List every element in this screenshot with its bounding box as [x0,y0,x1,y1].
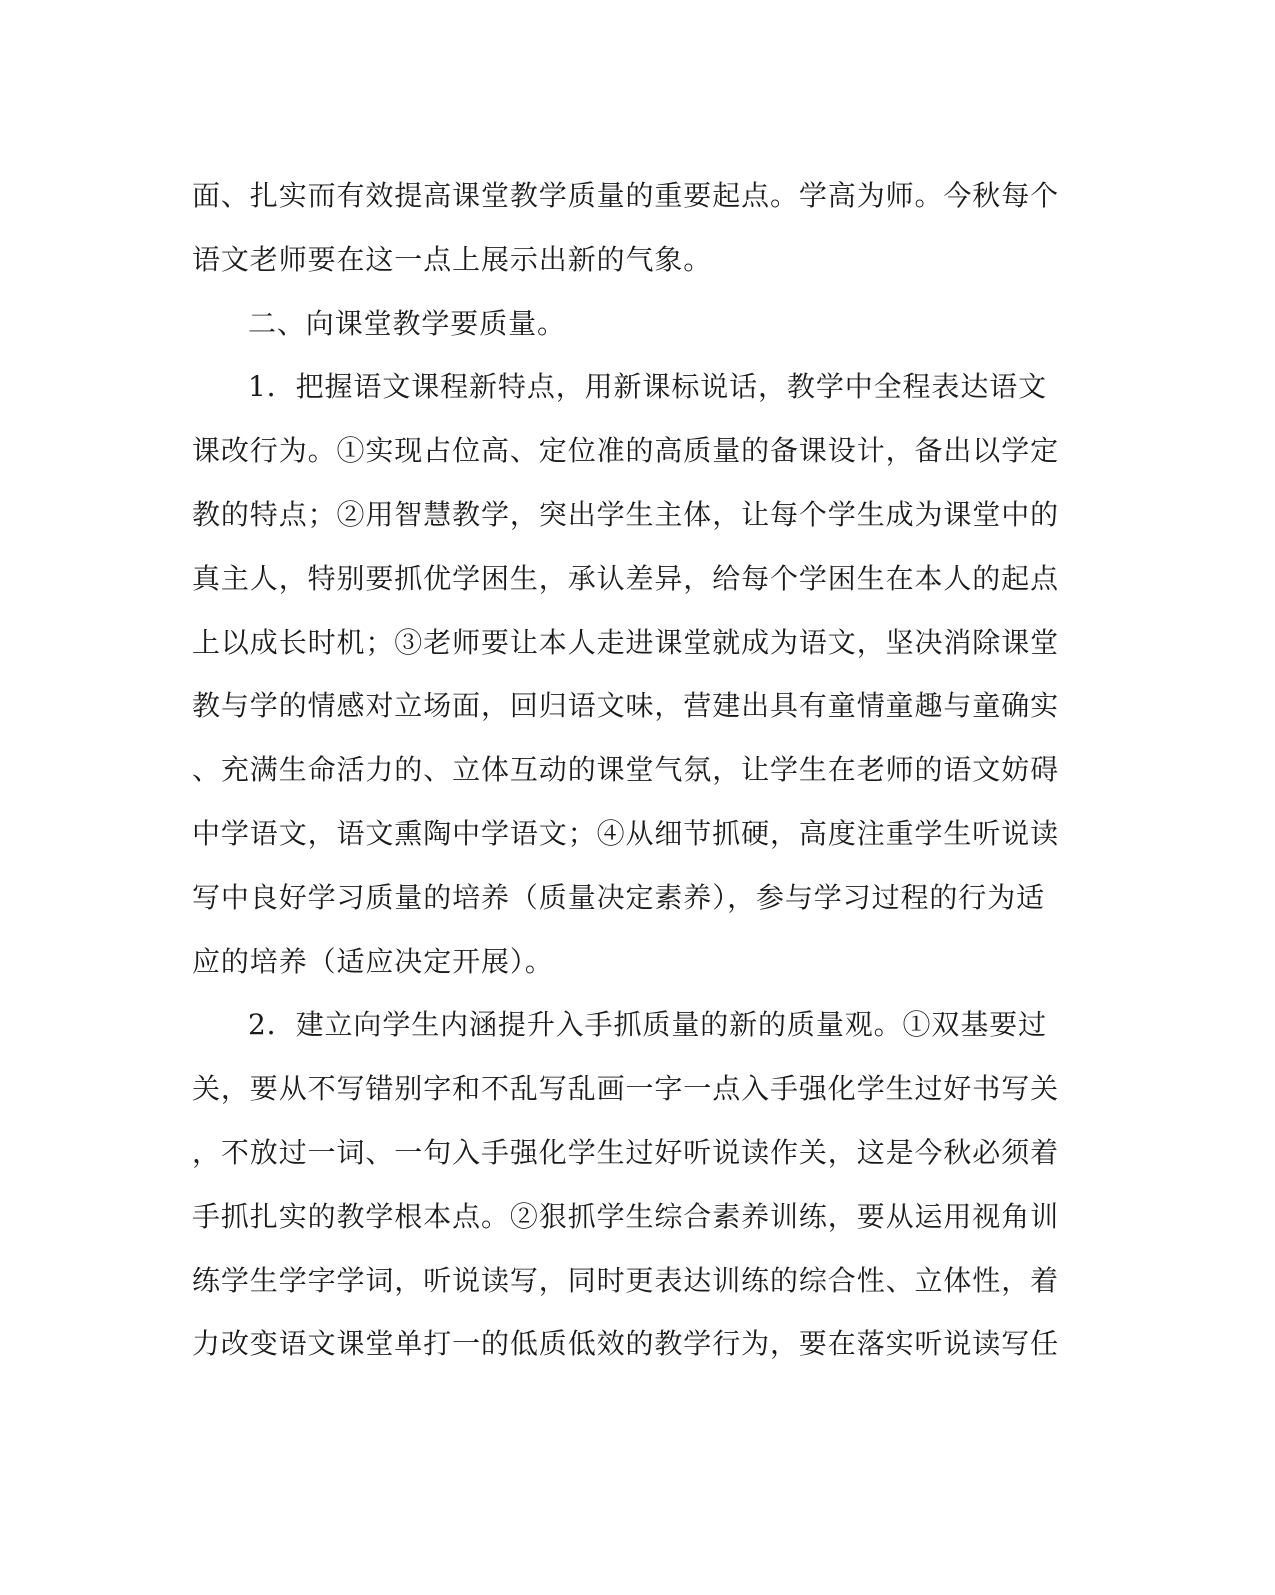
text-line: 练学生学字学词，听说读写，同时更表达训练的综合性、立体性，着 [192,1263,1060,1297]
text-line: 、充满生命活力的、立体互动的课堂气氛，让学生在老师的语文妨碍 [192,753,1060,787]
text-line: 真主人，特别要抓优学困生，承认差异，给每个学困生在本人的起点 [192,561,1060,595]
text-line: ，不放过一词、一句入手强化学生过好听说读作关，这是今秋必须着 [192,1135,1060,1169]
text-line: 课改行为。①实现占位高、定位准的高质量的备课设计，备出以学定 [192,434,1060,468]
text-line: 力改变语文课堂单打一的低质低效的教学行为，要在落实听说读写任 [192,1327,1060,1361]
text-line: 2．建立向学生内涵提升入手抓质量的新的质量观。①双基要过 [248,1008,1048,1042]
text-line: 中学语文，语文熏陶中学语文；④从细节抓硬，高度注重学生听说读 [192,816,1060,850]
section-heading: 二、向课堂教学要质量。 [248,306,566,340]
text-line: 面、扎实而有效提高课堂教学质量的重要起点。学高为师。今秋每个 [192,179,1060,212]
text-line: 语文老师要在这一点上展示出新的气象。 [192,242,713,276]
text-line: 应的培养（适应决定开展）。 [192,944,554,978]
text-line: 关，要从不写错别字和不乱写乱画一字一点入手强化学生过好书写关 [192,1072,1060,1106]
text-line: 写中良好学习质量的培养（质量决定素养），参与学习过程的行为适 [192,880,1046,914]
text-line: 手抓扎实的教学根本点。②狠抓学生综合素养训练，要从运用视角训 [192,1199,1060,1233]
document-body [192,164,1072,1376]
text-line: 教的特点；②用智慧教学，突出学生主体，让每个学生成为课堂中的 [192,497,1060,531]
text-line: 上以成长时机；③老师要让本人走进课堂就成为语文，坚决消除课堂 [192,625,1060,659]
text-line: 1．把握语文课程新特点，用新课标说话，教学中全程表达语文 [248,370,1048,404]
text-line: 教与学的情感对立场面，回归语文味，营建出具有童情童趣与童确实 [192,689,1060,723]
